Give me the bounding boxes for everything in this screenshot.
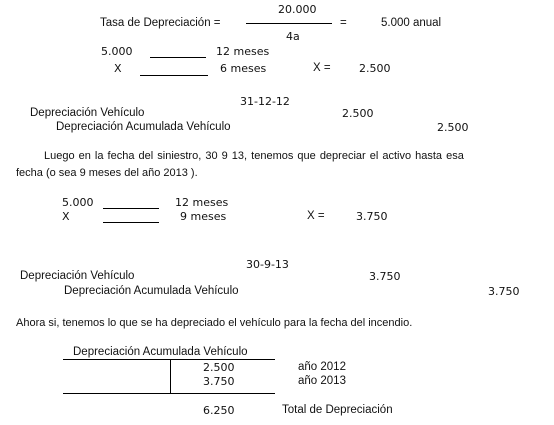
rule1-x-equals: X =	[313, 62, 331, 74]
t-account-top-line	[63, 359, 275, 360]
formula-numerator: 20.000	[278, 3, 317, 16]
entry1-date: 31-12-12	[240, 95, 290, 108]
entry2-credit-account: Depreciación Acumulada Vehículo	[64, 285, 239, 297]
siniestro-date: 30 9 13	[205, 150, 245, 162]
rule1-var: X	[114, 62, 122, 75]
rule1-result: 2.500	[359, 62, 391, 75]
rule2-line2	[103, 222, 159, 223]
entry1-debit-account: Depreciación Vehículo	[30, 107, 145, 119]
rule1-line1	[150, 57, 206, 58]
rule2-unit1: 12 meses	[175, 196, 229, 209]
rule1-line2	[140, 75, 208, 76]
rule1-unit1: 12 meses	[216, 45, 270, 58]
paragraph1-line1	[44, 151, 464, 162]
fraction-bar	[246, 23, 332, 24]
paragraph1-text3: fecha (o sea 9 meses del año	[16, 167, 161, 179]
entry2-debit-amount: 3.750	[369, 270, 401, 283]
rule2-x-equals: X =	[307, 210, 325, 222]
rule2-result: 3.750	[356, 210, 388, 223]
entry1-credit-account: Depreciación Acumulada Vehículo	[56, 121, 231, 133]
formula-denominator: 4a	[286, 30, 300, 43]
t-account-title: Depreciación Acumulada Vehículo	[73, 346, 248, 358]
rule2-unit2: 9 meses	[180, 210, 227, 223]
rule2-var: X	[62, 210, 70, 223]
entry2-credit-amount: 3.750	[488, 285, 520, 298]
t-account-row2-label: año 2013	[298, 375, 346, 387]
paragraph1-line2	[16, 168, 198, 179]
entry1-credit-amount: 2.500	[437, 121, 469, 134]
entry2-date: 30-9-13	[246, 258, 289, 271]
t-account-vertical-line	[170, 359, 171, 393]
formula-result: 5.000 anual	[381, 17, 442, 29]
t-account-amount-2: 3.750	[203, 375, 235, 388]
paragraph1-text1: Luego en la fecha del siniestro,	[44, 150, 202, 162]
entry2-debit-account: Depreciación Vehículo	[20, 270, 135, 282]
paragraph1-year: 2013	[163, 167, 188, 179]
rule2-value: 5.000	[62, 196, 94, 209]
paragraph1-end: ).	[190, 167, 198, 179]
paragraph2: Ahora si, tenemos lo que se ha depreciado el vehículo para la fecha del incendio.	[16, 317, 413, 329]
t-account-total-label: Total de Depreciación	[282, 404, 393, 416]
t-account-total-amount: 6.250	[203, 404, 235, 417]
paragraph1-text2: , tenemos que depreciar el activo hasta esa	[244, 150, 464, 162]
rule2-line1	[103, 208, 159, 209]
depreciation-rate-label: Tasa de Depreciación =	[100, 17, 221, 29]
entry1-debit-amount: 2.500	[342, 107, 374, 120]
formula-equals: =	[340, 17, 347, 29]
t-account-amount-1: 2.500	[203, 361, 235, 374]
t-account-total-line	[63, 393, 275, 394]
t-account-row1-label: año 2012	[298, 361, 346, 373]
rule1-value: 5.000	[101, 45, 133, 58]
rule1-unit2: 6 meses	[220, 62, 267, 75]
